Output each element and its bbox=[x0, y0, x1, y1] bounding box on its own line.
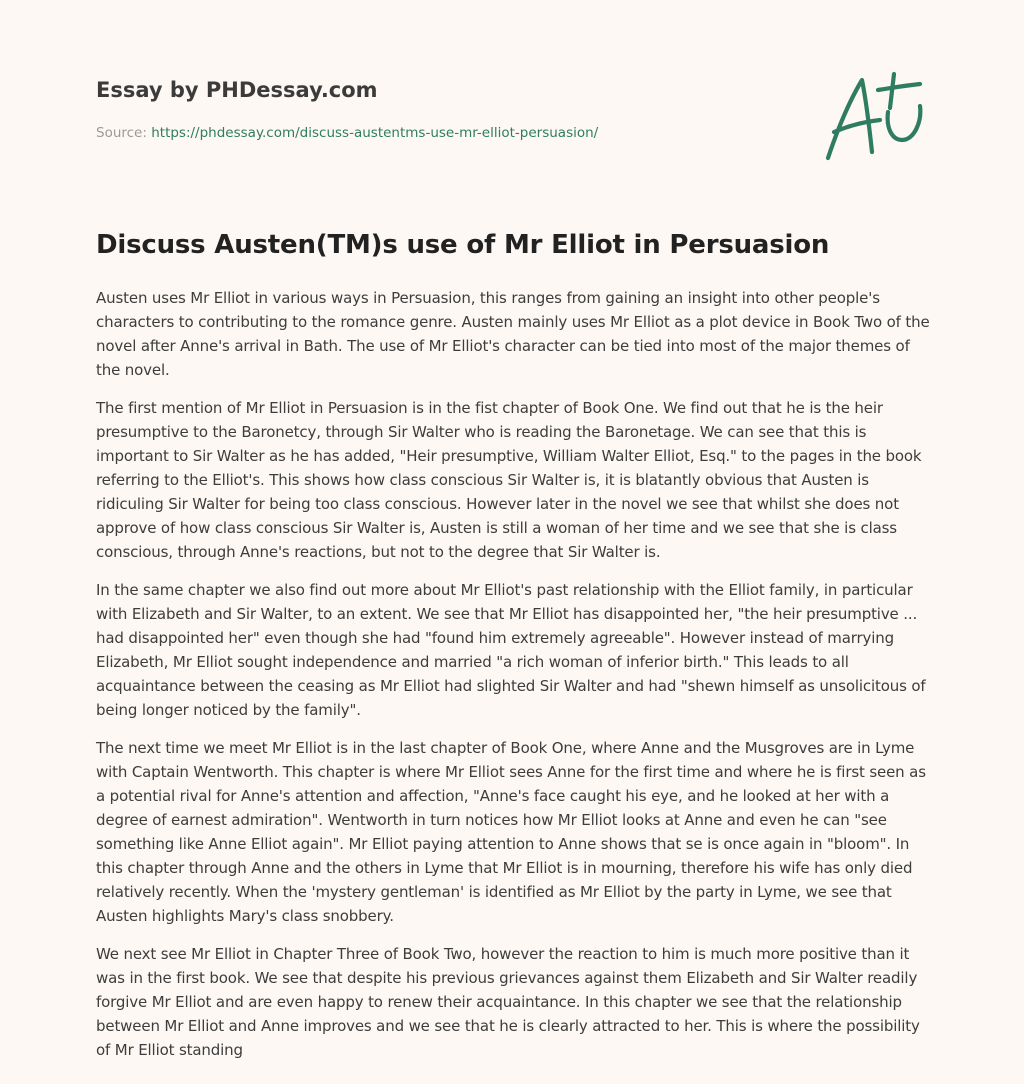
essay-paragraph: The next time we meet Mr Elliot is in the last chapter of Book One, where Anne and the Musgroves are in Lyme with Captain Wentworth. This chapter is where Mr Elliot sees Anne for the first time and where he is first seen as a potential rival for Anne's attention and affection, "Anne's face caught his eye, and he looked at her with a degree of earnest admiration". Wentworth in turn notices how Mr Elliot looks at Anne and even he can "see something like Anne Elliot again". Mr Elliot paying attention to Anne shows that se is once again in "bloom". In this chapter through Anne and the others in Lyme that Mr Elliot is in mourning, therefore his wife has only died relatively recently. When the 'mystery gentleman' is identified as Mr Elliot by the party in Lyme, we see that Austen highlights Mary's class snobbery. bbox=[96, 739, 926, 925]
essay-paragraph: We next see Mr Elliot in Chapter Three of Book Two, however the reaction to him is much more positive than it was in the first book. We see that despite his previous grievances against them Elizabeth and Sir Walter readily forgive Mr Elliot and are even happy to renew their acquaintance. In this chapter we see that the relationship between Mr Elliot and Anne improves and we see that he is clearly attracted to her. This is where the possibility of Mr Elliot standing bbox=[96, 945, 920, 1059]
essay-title: Discuss Austen(TM)s use of Mr Elliot in Persuasion bbox=[96, 230, 830, 260]
page-header bbox=[96, 76, 736, 142]
essay-body bbox=[96, 286, 930, 1076]
source-line bbox=[96, 124, 736, 142]
site-brand: Essay by PHDessay.com bbox=[96, 78, 378, 102]
essay-paragraph: Austen uses Mr Elliot in various ways in Persuasion, this ranges from gaining an insight into other people's characters to contributing to the romance genre. Austen mainly uses Mr Elliot as a plot device in Book Two of the novel after Anne's arrival in Bath. The use of Mr Elliot's character can be tied into most of the major themes of the novel. bbox=[96, 289, 930, 379]
essay-paragraph: The first mention of Mr Elliot in Persuasion is in the fist chapter of Book One. We find out that he is the heir presumptive to the Baronetcy, through Sir Walter who is reading the Baronetage. We can see that this is important to Sir Walter as he has added, "Heir presumptive, William Walter Elliot, Esq." to the pages in the book referring to the Elliot's. This shows how class conscious Sir Walter is, it is blatantly obvious that Austen is ridiculing Sir Walter for being too class conscious. However later in the novel we see that whilst she does not approve of how class conscious Sir Walter is, Austen is still a woman of her time and we see that she is class conscious, through Anne's reactions, but not to the degree that Sir Walter is. bbox=[96, 399, 922, 561]
source-label: Source: bbox=[96, 125, 152, 141]
source-link[interactable]: https://phdessay.com/discuss-austentms-use-mr-elliot-persuasion/ bbox=[151, 125, 599, 141]
essay-paragraph: In the same chapter we also find out more about Mr Elliot's past relationship with the Elliot family, in particular with Elizabeth and Sir Walter, to an extent. We see that Mr Elliot has disappointed her, "the heir presumptive ... had disappointed her" even though she had "found him extremely agreeable". However instead of marrying Elizabeth, Mr Elliot sought independence and married "a rich woman of inferior birth." This leads to all acquaintance between the ceasing as Mr Elliot had slighted Sir Walter and had "shewn himself as unsolicitous of being longer noticed by the family". bbox=[96, 581, 926, 719]
a-plus-grade-icon bbox=[822, 66, 930, 166]
